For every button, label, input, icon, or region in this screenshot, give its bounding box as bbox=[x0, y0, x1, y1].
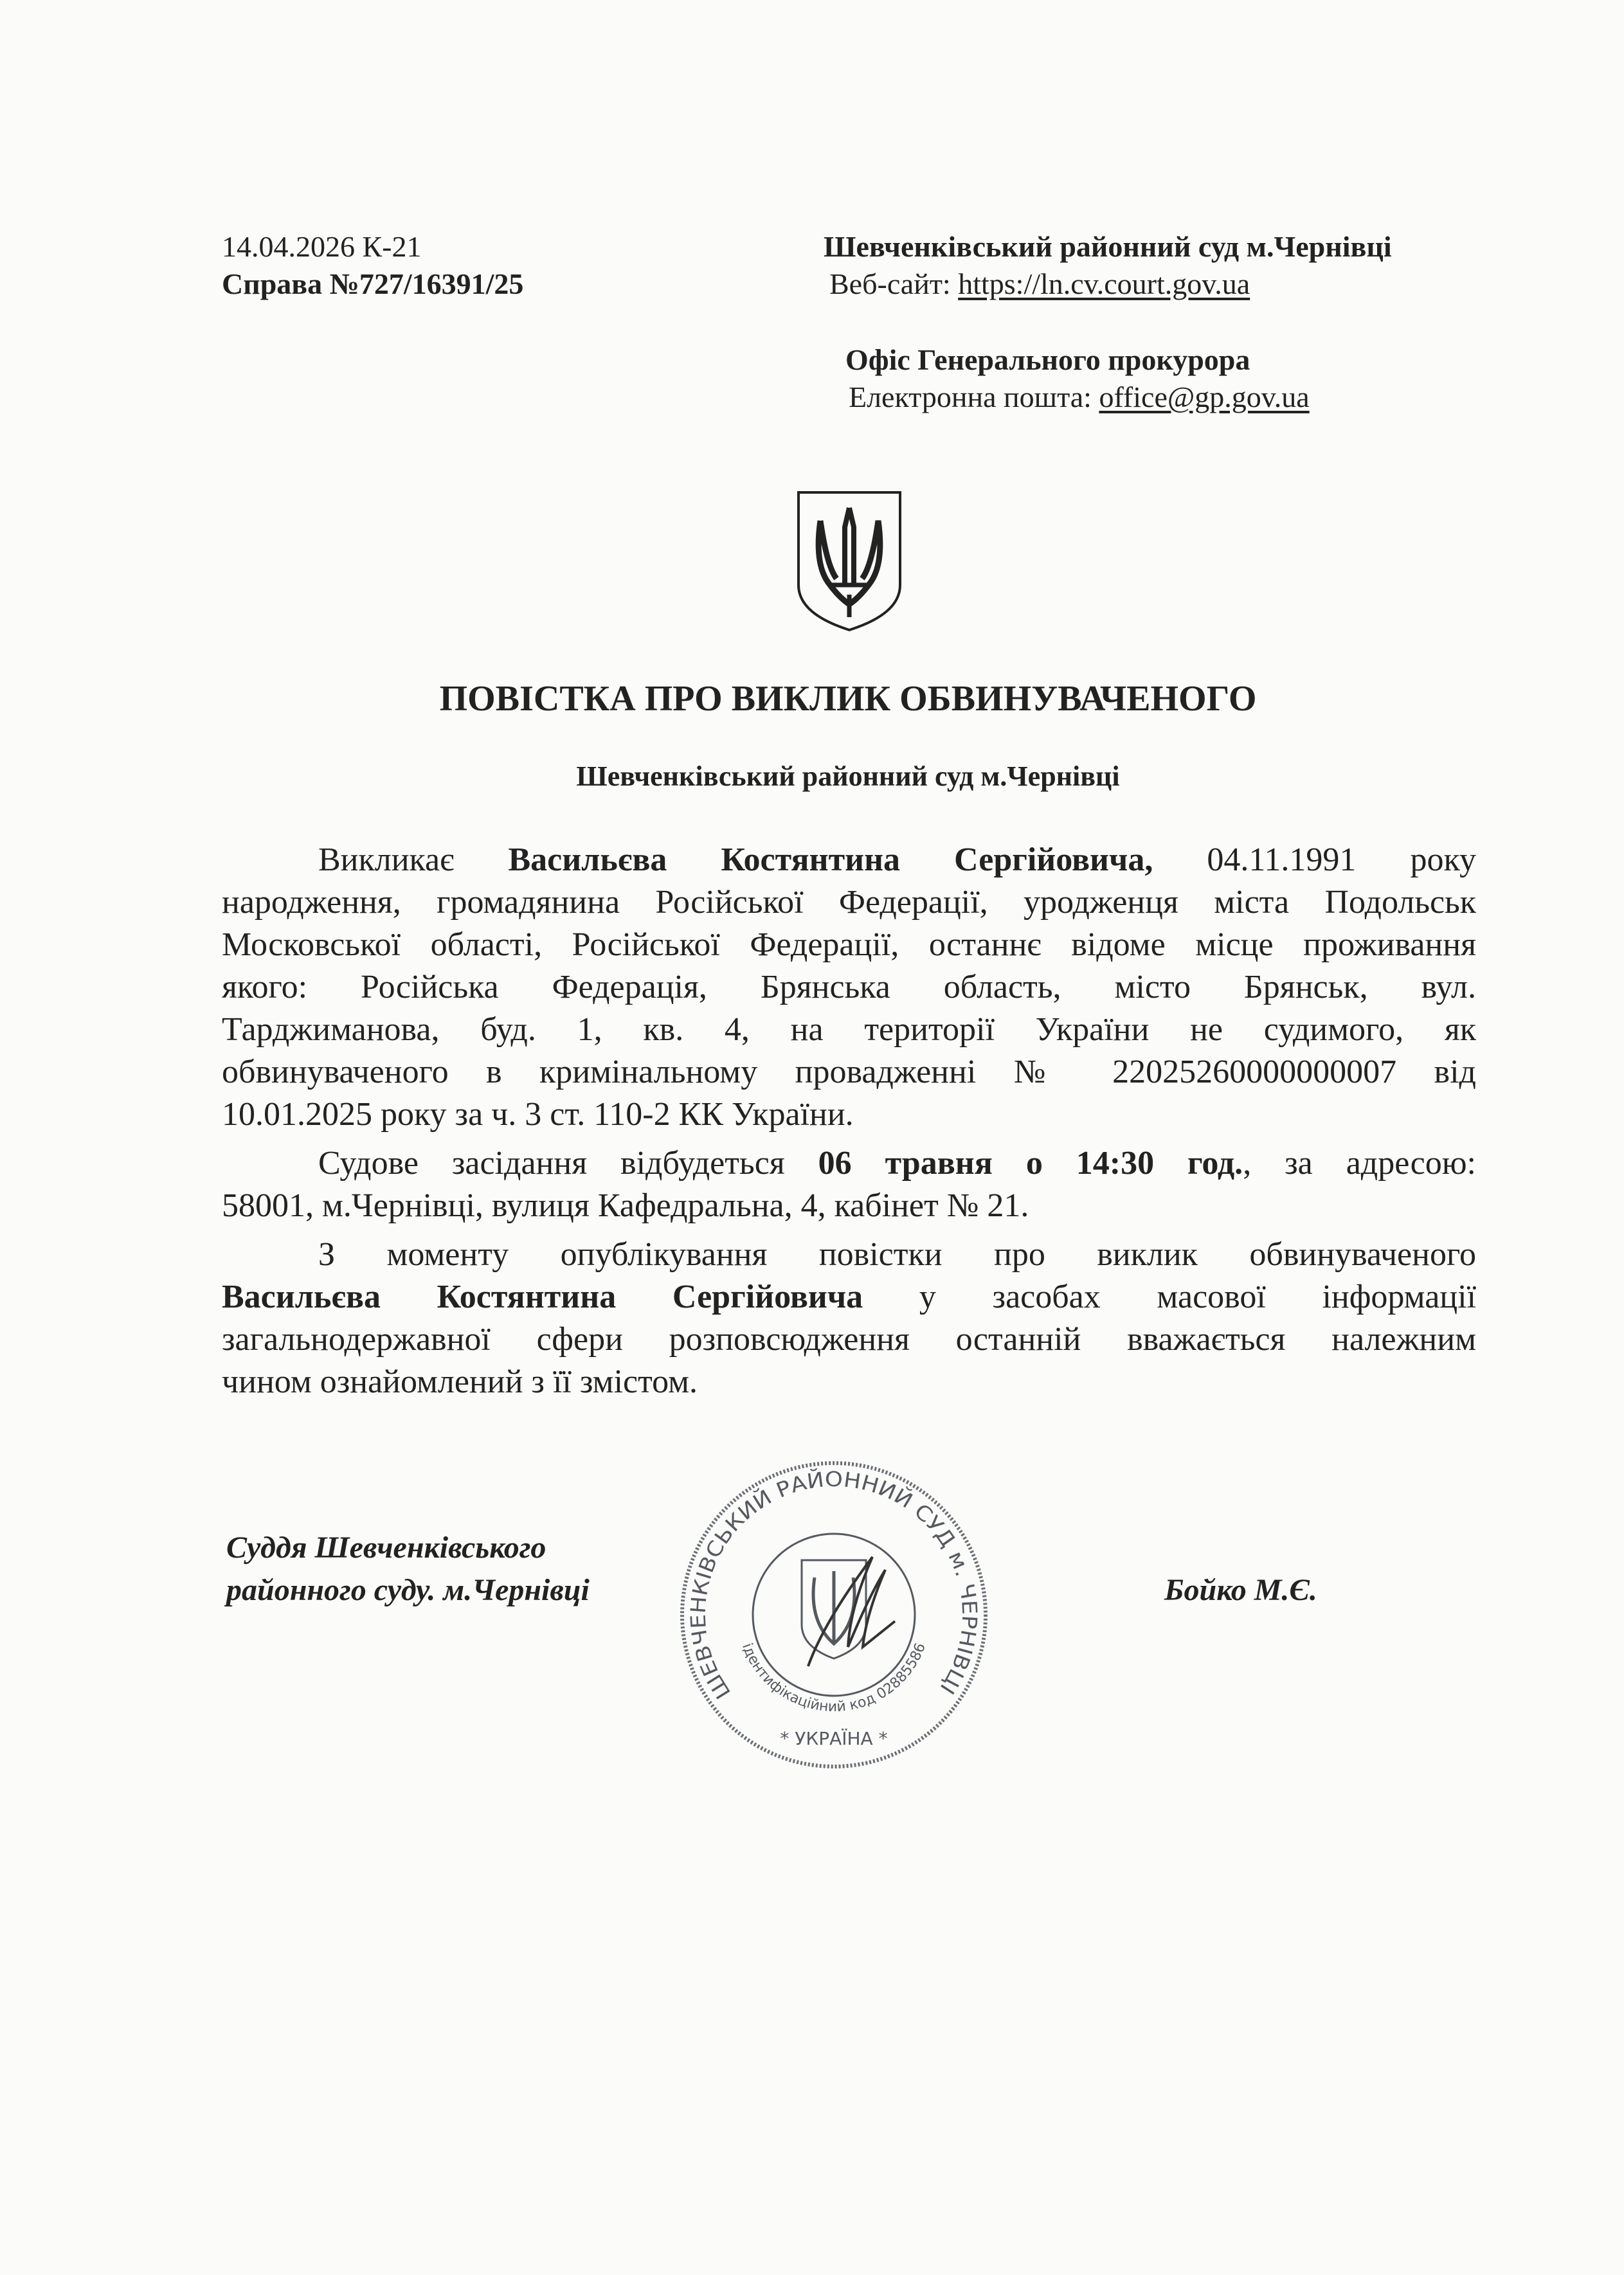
body-line: З моменту опублікування повістки про виклик обвинуваченого bbox=[318, 1236, 1476, 1273]
email-link[interactable]: office@gp.gov.ua bbox=[1099, 381, 1310, 413]
date-reference: 14.04.2026 К-21 bbox=[222, 230, 422, 263]
email-label: Електронна пошта: bbox=[849, 381, 1099, 413]
website-label: Веб-сайт: bbox=[829, 267, 959, 300]
body-line: Московської області, Російської Федерації, останнє відоме місце проживання bbox=[222, 926, 1476, 963]
body-line: загальнодержавної сфери розповсюдження останній вважається належним bbox=[222, 1321, 1476, 1358]
court-website-line bbox=[829, 265, 1250, 303]
stamp-inner-text: ідентифікаційний код 02885586 bbox=[739, 1641, 930, 1716]
body-line: народження, громадянина Російської Федерації, уродженця міста Подольськ bbox=[222, 884, 1476, 921]
stamp-outer-text: ШЕВЧЕНКІВСЬКИЙ РАЙОННИЙ СУД м. ЧЕРНІВЦІ bbox=[685, 1467, 982, 1704]
judge-role: Суддя Шевченківського районного суду. м.Чернівці bbox=[226, 1531, 590, 1607]
stamp-bottom-text: * УКРАЇНА * bbox=[780, 1728, 888, 1749]
document-title: ПОВІСТКА ПРО ВИКЛИК ОБВИНУВАЧЕНОГО bbox=[439, 679, 1257, 719]
case-number: Справа №727/16391/25 bbox=[222, 267, 524, 300]
summons-body bbox=[222, 839, 1476, 1403]
body-line: Тарджиманова, буд. 1, кв. 4, на території України не судимого, як bbox=[222, 1011, 1476, 1048]
accused-name: Васильєва Костянтина Сергійовича, bbox=[508, 841, 1153, 878]
judge-name: Бойко М.Є. bbox=[1164, 1573, 1317, 1607]
court-stamp bbox=[680, 1461, 988, 1769]
body-line: чином ознайомлений з її змістом. bbox=[222, 1363, 698, 1400]
hearing-datetime: 06 травня о 14:30 год. bbox=[818, 1145, 1243, 1182]
body-line: 10.01.2025 року за ч. 3 ст. 110-2 КК України. bbox=[222, 1096, 854, 1133]
body-line: 58001, м.Чернівці, вулиця Кафедральна, 4, кабінет № 21. bbox=[222, 1187, 1029, 1224]
office-email-line bbox=[849, 378, 1310, 417]
website-link[interactable]: https://ln.cv.court.gov.ua bbox=[958, 267, 1250, 300]
coat-of-arms-icon bbox=[795, 489, 904, 633]
office-name: Офіс Генерального прокурора bbox=[845, 343, 1250, 376]
court-name: Шевченківський районний суд м.Чернівці bbox=[824, 230, 1392, 263]
body-line: якого: Російська Федерація, Брянська область, місто Брянськ, вул. bbox=[222, 969, 1476, 1005]
body-line: Васильєва Костянтина Сергійовича у засобах масової інформації bbox=[222, 1279, 1476, 1315]
document-subtitle: Шевченківський районний суд м.Чернівці bbox=[576, 760, 1120, 792]
body-line: обвинуваченого в кримінальному провадженні № 22025260000000007 від bbox=[222, 1054, 1476, 1090]
body-line: Судове засідання відбудеться 06 травня о 14:30 год., за адресою: bbox=[318, 1145, 1476, 1182]
body-line: Викликає Васильєва Костянтина Сергійовича, 04.11.1991 року bbox=[318, 841, 1476, 878]
